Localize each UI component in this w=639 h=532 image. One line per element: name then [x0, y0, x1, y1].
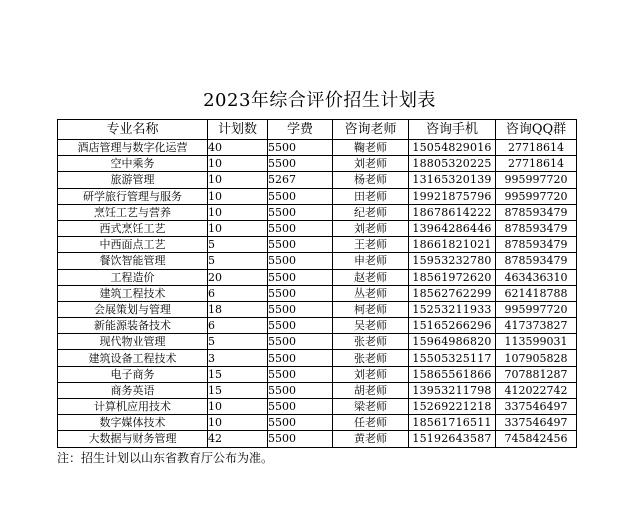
table-row [58, 366, 577, 382]
table-row [58, 204, 577, 220]
tuition-cell: 5500 [268, 350, 333, 366]
tuition-cell: 5500 [268, 285, 333, 301]
major-cell: 建筑工程技术 [58, 285, 208, 301]
header-qq-group: 咨询QQ群 [496, 120, 577, 140]
major-cell: 商务英语 [58, 382, 208, 398]
phone-cell: 18661821021 [409, 237, 496, 253]
teacher-cell: 刘老师 [333, 366, 409, 382]
teacher-cell: 刘老师 [333, 156, 409, 172]
phone-cell: 15964986820 [409, 334, 496, 350]
teacher-cell: 黄老师 [333, 431, 409, 447]
tuition-cell: 5500 [268, 188, 333, 204]
enrollment-plan-table [57, 119, 577, 448]
phone-cell: 18678614222 [409, 204, 496, 220]
qq-group-cell: 27718614 [496, 156, 577, 172]
qq-group-cell: 107905828 [496, 350, 577, 366]
table-row [58, 140, 577, 156]
qq-group-cell: 878593479 [496, 220, 577, 236]
phone-cell: 15192643587 [409, 431, 496, 447]
qq-group-cell: 417373827 [496, 318, 577, 334]
table-body [58, 140, 577, 448]
major-cell: 工程造价 [58, 269, 208, 285]
tuition-cell: 5500 [268, 382, 333, 398]
header-phone: 咨询手机 [409, 120, 496, 140]
qq-group-cell: 27718614 [496, 140, 577, 156]
table-row [58, 220, 577, 236]
table-row [58, 172, 577, 188]
teacher-cell: 纪老师 [333, 204, 409, 220]
tuition-cell: 5500 [268, 140, 333, 156]
qq-group-cell: 463436310 [496, 269, 577, 285]
tuition-cell: 5500 [268, 366, 333, 382]
table-row [58, 415, 577, 431]
plan-count-cell: 42 [208, 431, 268, 447]
phone-cell: 18562762299 [409, 285, 496, 301]
header-major: 专业名称 [58, 120, 208, 140]
plan-count-cell: 18 [208, 301, 268, 317]
phone-cell: 15165266296 [409, 318, 496, 334]
table-row [58, 431, 577, 447]
phone-cell: 15953232780 [409, 253, 496, 269]
phone-cell: 18561972620 [409, 269, 496, 285]
plan-count-cell: 10 [208, 204, 268, 220]
phone-cell: 15865561866 [409, 366, 496, 382]
major-cell: 中西面点工艺 [58, 237, 208, 253]
plan-count-cell: 3 [208, 350, 268, 366]
plan-count-cell: 15 [208, 366, 268, 382]
qq-group-cell: 995997720 [496, 301, 577, 317]
major-cell: 酒店管理与数字化运营 [58, 140, 208, 156]
major-cell: 现代物业管理 [58, 334, 208, 350]
plan-count-cell: 5 [208, 237, 268, 253]
header-plan-count: 计划数 [208, 120, 268, 140]
plan-count-cell: 10 [208, 415, 268, 431]
teacher-cell: 杨老师 [333, 172, 409, 188]
table-row [58, 318, 577, 334]
phone-cell: 19921875796 [409, 188, 496, 204]
major-cell: 研学旅行管理与服务 [58, 188, 208, 204]
plan-count-cell: 15 [208, 382, 268, 398]
plan-count-cell: 40 [208, 140, 268, 156]
phone-cell: 15253211933 [409, 301, 496, 317]
teacher-cell: 王老师 [333, 237, 409, 253]
major-cell: 数字媒体技术 [58, 415, 208, 431]
major-cell: 计算机应用技术 [58, 399, 208, 415]
plan-count-cell: 10 [208, 156, 268, 172]
table-row [58, 350, 577, 366]
table-row [58, 253, 577, 269]
qq-group-cell: 337546497 [496, 415, 577, 431]
header-tuition: 学费 [268, 120, 333, 140]
teacher-cell: 张老师 [333, 334, 409, 350]
major-cell: 旅游管理 [58, 172, 208, 188]
teacher-cell: 田老师 [333, 188, 409, 204]
teacher-cell: 丛老师 [333, 285, 409, 301]
major-cell: 建筑设备工程技术 [58, 350, 208, 366]
plan-count-cell: 20 [208, 269, 268, 285]
major-cell: 新能源装备技术 [58, 318, 208, 334]
table-row [58, 285, 577, 301]
tuition-cell: 5500 [268, 220, 333, 236]
qq-group-cell: 995997720 [496, 188, 577, 204]
qq-group-cell: 113599031 [496, 334, 577, 350]
header-teacher: 咨询老师 [333, 120, 409, 140]
major-cell: 大数据与财务管理 [58, 431, 208, 447]
qq-group-cell: 995997720 [496, 172, 577, 188]
phone-cell: 13165320139 [409, 172, 496, 188]
plan-count-cell: 10 [208, 172, 268, 188]
teacher-cell: 任老师 [333, 415, 409, 431]
table-row [58, 382, 577, 398]
tuition-cell: 5267 [268, 172, 333, 188]
tuition-cell: 5500 [268, 431, 333, 447]
page-title: 2023年综合评价招生计划表 [203, 90, 436, 111]
teacher-cell: 刘老师 [333, 220, 409, 236]
table-row [58, 301, 577, 317]
table-row [58, 237, 577, 253]
phone-cell: 13953211798 [409, 382, 496, 398]
phone-cell: 13964286446 [409, 220, 496, 236]
phone-cell: 15505325117 [409, 350, 496, 366]
table-row [58, 269, 577, 285]
teacher-cell: 申老师 [333, 253, 409, 269]
table-header-row [58, 120, 577, 140]
qq-group-cell: 878593479 [496, 237, 577, 253]
major-cell: 电子商务 [58, 366, 208, 382]
teacher-cell: 胡老师 [333, 382, 409, 398]
table-row [58, 188, 577, 204]
major-cell: 餐饮智能管理 [58, 253, 208, 269]
teacher-cell: 吴老师 [333, 318, 409, 334]
tuition-cell: 5500 [268, 269, 333, 285]
tuition-cell: 5500 [268, 204, 333, 220]
phone-cell: 18561716511 [409, 415, 496, 431]
teacher-cell: 梁老师 [333, 399, 409, 415]
tuition-cell: 5500 [268, 237, 333, 253]
plan-count-cell: 5 [208, 334, 268, 350]
tuition-cell: 5500 [268, 415, 333, 431]
teacher-cell: 赵老师 [333, 269, 409, 285]
table-row [58, 334, 577, 350]
qq-group-cell: 337546497 [496, 399, 577, 415]
phone-cell: 15054829016 [409, 140, 496, 156]
teacher-cell: 柯老师 [333, 301, 409, 317]
plan-count-cell: 6 [208, 318, 268, 334]
plan-count-cell: 5 [208, 253, 268, 269]
major-cell: 烹饪工艺与营养 [58, 204, 208, 220]
tuition-cell: 5500 [268, 253, 333, 269]
tuition-cell: 5500 [268, 399, 333, 415]
qq-group-cell: 412022742 [496, 382, 577, 398]
major-cell: 西式烹饪工艺 [58, 220, 208, 236]
teacher-cell: 张老师 [333, 350, 409, 366]
qq-group-cell: 707881287 [496, 366, 577, 382]
table-row [58, 399, 577, 415]
major-cell: 空中乘务 [58, 156, 208, 172]
tuition-cell: 5500 [268, 334, 333, 350]
qq-group-cell: 878593479 [496, 253, 577, 269]
qq-group-cell: 878593479 [496, 204, 577, 220]
tuition-cell: 5500 [268, 156, 333, 172]
plan-count-cell: 10 [208, 399, 268, 415]
tuition-cell: 5500 [268, 301, 333, 317]
major-cell: 会展策划与管理 [58, 301, 208, 317]
tuition-cell: 5500 [268, 318, 333, 334]
phone-cell: 15269221218 [409, 399, 496, 415]
plan-count-cell: 10 [208, 220, 268, 236]
footnote: 注：招生计划以山东省教育厅公布为准。 [57, 451, 274, 465]
table-row [58, 156, 577, 172]
plan-count-cell: 10 [208, 188, 268, 204]
teacher-cell: 鞠老师 [333, 140, 409, 156]
qq-group-cell: 745842456 [496, 431, 577, 447]
qq-group-cell: 621418788 [496, 285, 577, 301]
plan-count-cell: 6 [208, 285, 268, 301]
phone-cell: 18805320225 [409, 156, 496, 172]
